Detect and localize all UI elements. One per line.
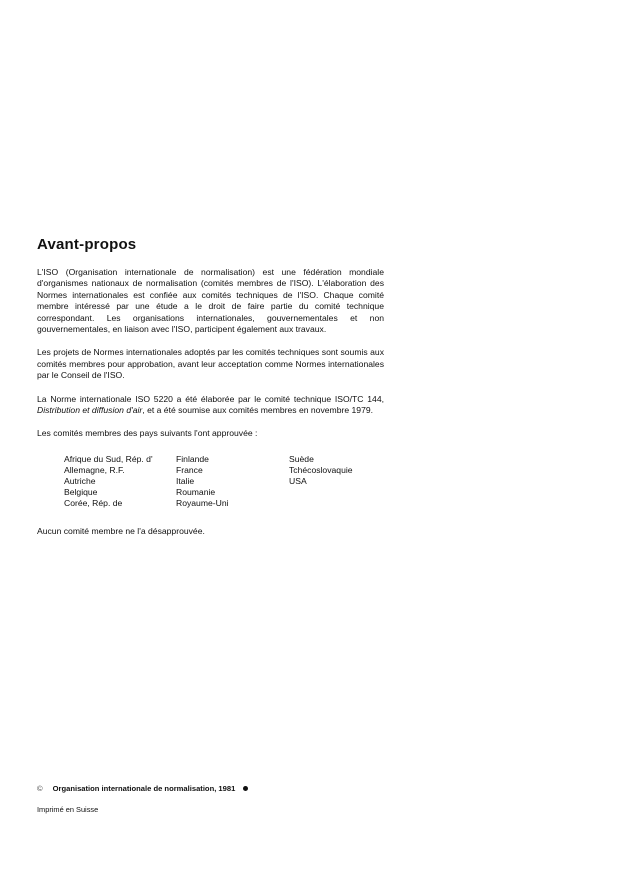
committee-title: Distribution et diffusion d'air	[37, 405, 143, 416]
foreword-section	[37, 236, 384, 549]
country-item: Roumanie	[176, 486, 216, 497]
copyright-line	[37, 784, 248, 793]
country-item: USA	[289, 475, 307, 486]
paragraph-approving-members: Les comités membres des pays suivants l'ont approuvée :	[37, 428, 258, 439]
copyright-text: Organisation internationale de normalisation, 1981	[52, 784, 236, 793]
country-column-1	[64, 454, 153, 509]
country-column-2	[176, 454, 229, 509]
country-item: Italie	[176, 475, 195, 486]
country-item: Allemagne, R.F.	[64, 464, 125, 475]
country-item: Tchécoslovaquie	[289, 464, 353, 475]
bullet-dot-icon	[243, 786, 248, 791]
printed-location: Imprimé en Suisse	[37, 805, 99, 814]
paragraph-no-disapproval: Aucun comité membre ne l'a désapprouvée.	[37, 525, 205, 536]
country-item: France	[176, 464, 203, 475]
copyright-icon: ©	[37, 784, 43, 793]
country-list	[37, 454, 384, 512]
page-title: Avant-propos	[37, 236, 137, 253]
country-item: Belgique	[64, 486, 98, 497]
country-item: Royaume-Uni	[176, 497, 229, 508]
country-item: Corée, Rép. de	[64, 497, 123, 508]
country-item: Finlande	[176, 453, 209, 464]
country-item: Afrique du Sud, Rép. d'	[64, 453, 153, 464]
country-item: Suède	[289, 453, 314, 464]
country-item: Autriche	[64, 475, 96, 486]
standard-origin-text-end: , et a été soumise aux comités membres en novembre 1979.	[142, 405, 374, 416]
paragraph-approval-process: Les projets de Normes internationales adoptés par les comités techniques sont soumis aux comités membres pour approbation, avant leur acceptation comme Normes internationales par le Conseil de l'ISO.	[37, 347, 384, 381]
paragraph-standard-origin	[37, 394, 384, 417]
country-column-3	[289, 454, 353, 487]
standard-origin-text: La Norme internationale ISO 5220 a été élaborée par le comité technique ISO/TC 144,	[37, 393, 384, 404]
paragraph-iso-intro: L'ISO (Organisation internationale de normalisation) est une fédération mondiale d'organismes nationaux de normalisation (comités membres de l'ISO). L'élaboration des Normes internationales est confiée aux comités techniques de l'ISO. Chaque comité membre intéressé par une étude a le droit de faire partie du comité technique correspondant. Les organisations internationales, gouvernementales et non gouvernementales, en liaison avec l'ISO, participent également aux travaux.	[37, 267, 384, 335]
